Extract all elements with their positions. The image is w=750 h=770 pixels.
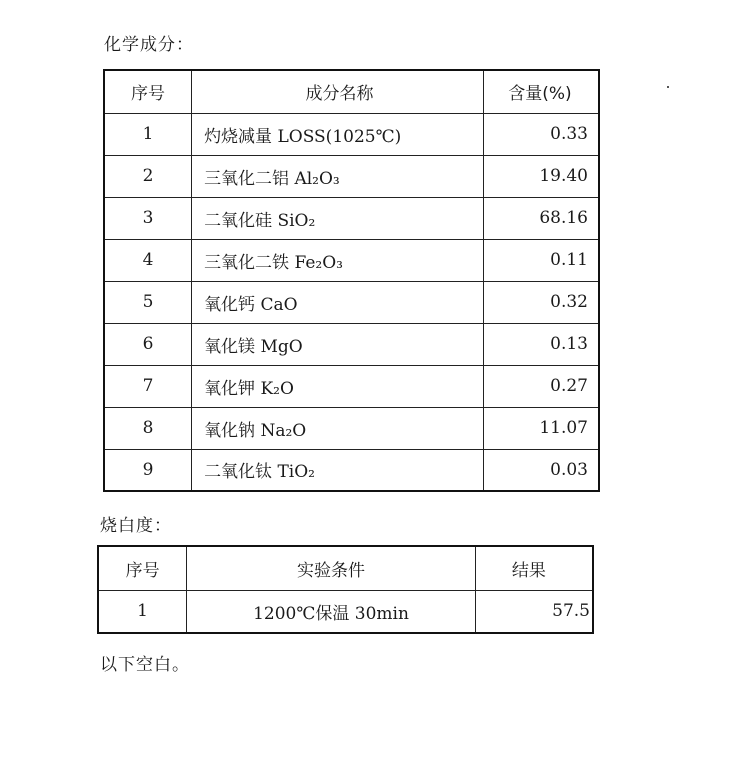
row-no: 8 bbox=[104, 407, 192, 449]
row-value: 68.16 bbox=[483, 197, 599, 239]
row-name: 二氧化硅 SiO₂ bbox=[192, 197, 484, 239]
table-row bbox=[104, 239, 599, 281]
header-no: 序号 bbox=[98, 546, 187, 590]
row-value: 19.40 bbox=[483, 155, 599, 197]
row-value: 0.27 bbox=[483, 365, 599, 407]
composition-heading: 化学成分： bbox=[104, 35, 194, 55]
row-value: 0.33 bbox=[483, 113, 599, 155]
row-no: 4 bbox=[104, 239, 192, 281]
row-name: 二氧化钛 TiO₂ bbox=[192, 449, 484, 491]
header-no: 序号 bbox=[104, 70, 192, 113]
table-row bbox=[104, 113, 599, 155]
table-header-row bbox=[98, 546, 593, 590]
header-content: 含量(%) bbox=[483, 70, 599, 113]
row-name: 灼烧减量 LOSS(1025℃) bbox=[192, 113, 484, 155]
table-row bbox=[104, 197, 599, 239]
table-row bbox=[104, 155, 599, 197]
row-no: 9 bbox=[104, 449, 192, 491]
row-no: 2 bbox=[104, 155, 192, 197]
row-value: 11.07 bbox=[483, 407, 599, 449]
whiteness-table bbox=[97, 545, 594, 634]
header-result: 结果 bbox=[475, 546, 593, 590]
row-name: 氧化钙 CaO bbox=[192, 281, 484, 323]
row-value: 0.03 bbox=[483, 449, 599, 491]
table-row bbox=[104, 449, 599, 491]
row-no: 1 bbox=[104, 113, 192, 155]
row-name: 氧化钾 K₂O bbox=[192, 365, 484, 407]
row-name: 三氧化二铝 Al₂O₃ bbox=[192, 155, 484, 197]
row-no: 6 bbox=[104, 323, 192, 365]
table-row bbox=[104, 281, 599, 323]
table-row bbox=[104, 323, 599, 365]
composition-table bbox=[103, 69, 600, 492]
whiteness-heading: 烧白度： bbox=[100, 516, 172, 536]
row-value: 0.11 bbox=[483, 239, 599, 281]
table-row bbox=[104, 407, 599, 449]
table-row bbox=[98, 590, 593, 633]
row-result: 57.5 bbox=[475, 590, 593, 633]
row-condition: 1200℃保温 30min bbox=[187, 590, 476, 633]
scan-speck bbox=[667, 86, 669, 88]
table-header-row bbox=[104, 70, 599, 113]
table-row bbox=[104, 365, 599, 407]
row-no: 1 bbox=[98, 590, 187, 633]
end-note: 以下空白。 bbox=[100, 655, 190, 675]
header-name: 成分名称 bbox=[192, 70, 484, 113]
row-name: 氧化钠 Na₂O bbox=[192, 407, 484, 449]
header-condition: 实验条件 bbox=[187, 546, 476, 590]
row-no: 3 bbox=[104, 197, 192, 239]
row-value: 0.32 bbox=[483, 281, 599, 323]
row-no: 7 bbox=[104, 365, 192, 407]
row-name: 三氧化二铁 Fe₂O₃ bbox=[192, 239, 484, 281]
row-no: 5 bbox=[104, 281, 192, 323]
row-name: 氧化镁 MgO bbox=[192, 323, 484, 365]
row-value: 0.13 bbox=[483, 323, 599, 365]
